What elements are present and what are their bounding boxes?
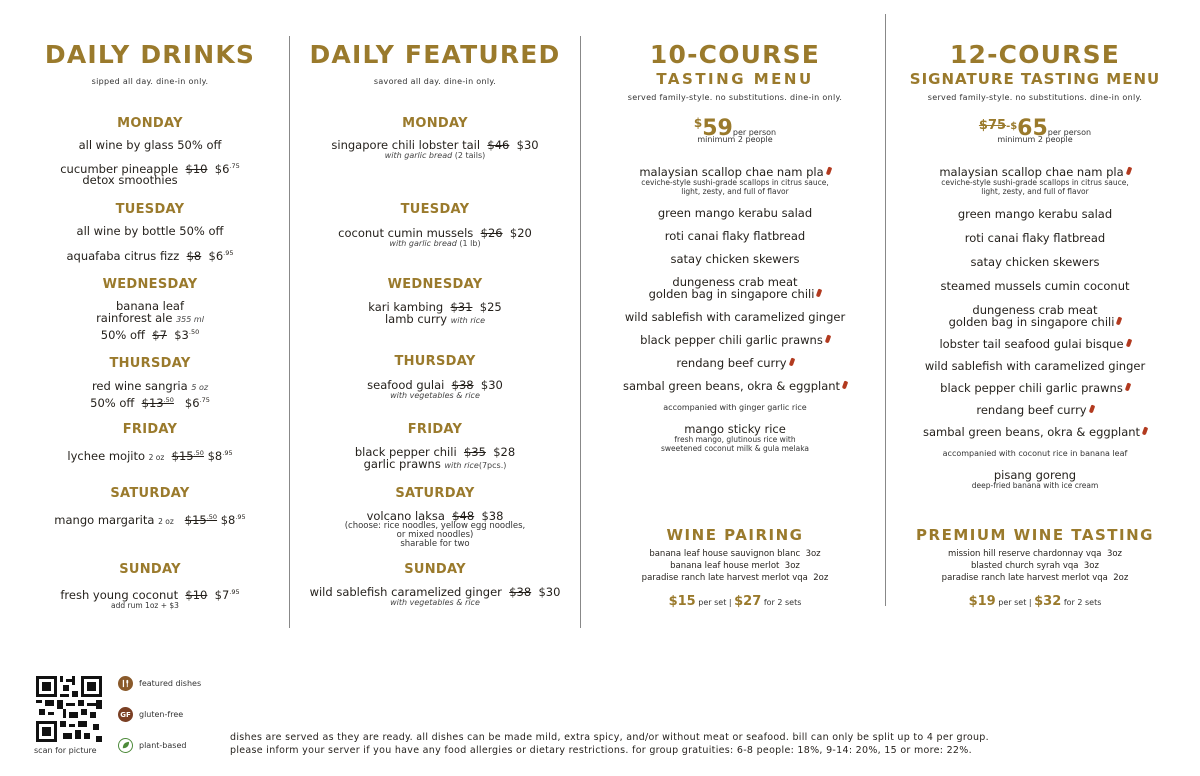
- qr-code[interactable]: [36, 676, 102, 742]
- footer-line: please inform your server if you have any food allergies or dietary restrictions. for group gratuities: 6-8 people: 18%, 9-14: 20%, 15 or more: 22%.: [230, 745, 972, 756]
- course-desc: light, zesty, and full of flavor: [681, 187, 789, 196]
- day-heading: SUNDAY: [404, 562, 466, 577]
- day-heading: THURSDAY: [109, 356, 191, 371]
- wine-price: $19 per set | $32 for 2 sets: [968, 594, 1102, 609]
- course-desc: light, zesty, and full of flavor: [981, 187, 1089, 196]
- chili-icon: [1125, 167, 1131, 176]
- ten-course-subtitle: TASTING MENU: [656, 70, 814, 88]
- menu-note: (choose: rice noodles, yellow egg noodles,: [344, 521, 526, 531]
- legend-plant-based: plant-based: [118, 738, 186, 753]
- course-item: satay chicken skewers: [670, 252, 800, 266]
- drinks-monday: [0, 116, 300, 186]
- chili-icon: [788, 358, 794, 367]
- drinks-subtitle: sipped all day. dine-in only.: [91, 77, 209, 86]
- twelve-course-subtitle: SIGNATURE TASTING MENU: [909, 70, 1161, 88]
- add-on: add rum 1oz + $3: [111, 601, 179, 610]
- chili-icon: [1125, 339, 1131, 348]
- menu-item: all wine by bottle 50% off: [76, 224, 224, 238]
- qr-label: scan for picture: [34, 746, 97, 755]
- menu-item: coconut cumin mussels $26 $20: [338, 226, 532, 240]
- course-item: dungeness crab meat: [672, 275, 798, 289]
- chili-icon: [816, 289, 822, 298]
- menu-item: wild sablefish caramelized ginger $38 $30: [309, 585, 561, 599]
- menu-item: lychee mojito 2 oz $\$15^{.50}$ $\$8^{.95}$: [67, 449, 233, 463]
- menu-note: or mixed noodles): [396, 530, 474, 540]
- course-item: mango sticky rice: [684, 422, 786, 436]
- course-desc: ceviche-style sushi-grade scallops in citrus sauce,: [641, 178, 829, 187]
- day-heading: FRIDAY: [122, 422, 178, 437]
- course-item: malaysian scallop chae nam pla: [585, 166, 885, 178]
- drinks-friday: [0, 422, 300, 462]
- featured-wednesday: [290, 277, 580, 327]
- menu-item: kari kambing $31 $25: [368, 300, 502, 314]
- ten-course-note: served family-style. no substitutions. dine-in only.: [627, 93, 843, 102]
- featured-subtitle: savored all day. dine-in only.: [373, 77, 497, 86]
- ten-price: $59per person minimum 2 people: [693, 116, 777, 144]
- day-heading: THURSDAY: [394, 354, 476, 369]
- course-desc: sweetened coconut milk & gula melaka: [660, 444, 809, 453]
- chili-icon: [842, 381, 848, 390]
- chili-icon: [825, 335, 831, 344]
- day-heading: TUESDAY: [115, 202, 185, 217]
- leaf-icon: [118, 738, 133, 753]
- twelve-course-items: [885, 166, 1185, 490]
- chili-icon: [1142, 427, 1148, 436]
- drinks-title: DAILY DRINKS: [44, 40, 256, 69]
- menu-item: red wine sangria 5 oz: [91, 379, 209, 393]
- drinks-thursday: [0, 356, 300, 409]
- gluten-free-icon: GF: [118, 707, 133, 722]
- course-desc: fresh mango, glutinous rice with: [674, 435, 796, 444]
- menu-note: with vegetables & rice: [390, 391, 480, 400]
- course-item: green mango kerabu salad: [957, 207, 1113, 221]
- menu-note: sharable for two: [400, 539, 470, 549]
- menu-item: volcano laksa $48 $38: [366, 509, 504, 523]
- course-item: black pepper chili garlic prawns: [585, 334, 885, 346]
- course-item: sambal green beans, okra & eggplant: [585, 380, 885, 392]
- drinks-wednesday: [0, 277, 300, 341]
- drinks-tuesday: [0, 202, 300, 262]
- day-heading: SUNDAY: [119, 562, 181, 577]
- wine-item: banana leaf house merlot 3oz: [670, 561, 800, 571]
- menu-note: with garlic bread (2 tails): [384, 151, 486, 160]
- menu-note: with garlic bread (1 lb): [389, 239, 481, 248]
- course-item: wild sablefish with caramelized ginger: [924, 359, 1146, 373]
- menu-item: cucumber pineapple $10 $\$6^{.75}$: [60, 162, 240, 176]
- twelve-price: $^{\$75-\$}$65per person minimum 2 people: [978, 116, 1092, 144]
- footer-line: dishes are served as they are ready. all dishes can be made mild, extra spicy, and/or without meat or seafood. bill can only be split up to 4 per group.: [230, 732, 989, 743]
- wine-price: $15 per set | $27 for 2 sets: [668, 594, 802, 609]
- legend-featured: featured dishes: [118, 676, 201, 691]
- menu-item: all wine by glass 50% off: [78, 138, 222, 152]
- featured-monday: [290, 116, 580, 160]
- featured-friday: [290, 422, 580, 472]
- legend-gluten-free: GF gluten-free: [118, 707, 183, 722]
- course-item: golden bag in singapore chili: [885, 316, 1185, 328]
- course-item: pisang goreng: [993, 468, 1077, 482]
- menu-item: garlic prawns with rice(7pcs.): [363, 457, 507, 471]
- wine-title: WINE PAIRING: [666, 526, 804, 544]
- menu-item: mango margarita 2 oz $\$15^{.50}$ $\$8^{.95}$: [54, 513, 246, 527]
- day-heading: SATURDAY: [110, 486, 190, 501]
- chili-icon: [1088, 405, 1094, 414]
- day-heading: TUESDAY: [400, 202, 470, 217]
- course-item: rendang beef curry: [885, 404, 1185, 416]
- course-item: dungeness crab meat: [972, 303, 1098, 317]
- utensils-icon: [118, 676, 133, 691]
- wine-pairing: [585, 526, 885, 609]
- footer-notes: [230, 731, 1180, 757]
- menu-item: banana leaf: [115, 299, 185, 313]
- course-item: roti canai flaky flatbread: [964, 231, 1106, 245]
- course-desc: deep-fried banana with ice cream: [971, 481, 1099, 490]
- menu-note: with vegetables & rice: [390, 598, 480, 607]
- featured-saturday: [290, 486, 580, 549]
- wine-item: blasted church syrah vqa 3oz: [971, 561, 1099, 571]
- twelve-course-note: served family-style. no substitutions. dine-in only.: [927, 93, 1143, 102]
- menu-item: fresh young coconut $10 $\$7^{.95}$: [60, 588, 240, 602]
- course-item: golden bag in singapore chili: [585, 288, 885, 300]
- ten-course-title: 10-COURSE: [649, 40, 821, 69]
- course-item: black pepper chili garlic prawns: [885, 382, 1185, 394]
- menu-item: lamb curry with rice: [384, 312, 486, 326]
- course-item: sambal green beans, okra & eggplant: [885, 426, 1185, 438]
- menu-item: detox smoothies: [82, 173, 178, 187]
- wine-title: PREMIUM WINE TASTING: [916, 526, 1154, 544]
- chili-icon: [825, 167, 831, 176]
- course-desc: ceviche-style sushi-grade scallops in citrus sauce,: [941, 178, 1129, 187]
- course-item: rendang beef curry: [585, 357, 885, 369]
- course-item: malaysian scallop chae nam pla: [885, 166, 1185, 178]
- divider: [580, 36, 581, 628]
- featured-title: DAILY FEATURED: [309, 40, 561, 69]
- menu-item: singapore chili lobster tail $46 $30: [331, 138, 539, 152]
- day-heading: FRIDAY: [407, 422, 463, 437]
- menu-item: 50% off $\$13^{.50}$ $\$6^{.75}$: [90, 396, 210, 410]
- chili-icon: [1116, 317, 1122, 326]
- ten-course-items: [585, 166, 885, 453]
- premium-wine-tasting: [885, 526, 1185, 609]
- drinks-saturday: [0, 486, 300, 526]
- course-item: green mango kerabu salad: [657, 206, 813, 220]
- course-item: lobster tail seafood gulai bisque: [885, 338, 1185, 350]
- menu-item: rainforest ale 355 ml: [96, 311, 204, 325]
- menu-item: aquafaba citrus fizz $8 $\$6^{.95}$: [66, 249, 234, 263]
- course-note: accompanied with ginger garlic rice: [663, 403, 807, 412]
- twelve-course-title: 12-COURSE: [949, 40, 1121, 69]
- course-item: steamed mussels cumin coconut: [940, 279, 1130, 293]
- featured-thursday: [290, 354, 580, 400]
- course-note: accompanied with coconut rice in banana leaf: [942, 449, 1128, 458]
- day-heading: MONDAY: [117, 116, 183, 131]
- menu-item: black pepper chili $35 $28: [354, 445, 516, 459]
- course-item: satay chicken skewers: [970, 255, 1100, 269]
- menu-item: seafood gulai $38 $30: [367, 378, 503, 392]
- day-heading: SATURDAY: [395, 486, 475, 501]
- day-heading: WEDNESDAY: [387, 277, 483, 292]
- course-item: wild sablefish with caramelized ginger: [624, 310, 846, 324]
- featured-tuesday: [290, 202, 580, 248]
- wine-item: paradise ranch late harvest merlot vqa 2oz: [941, 573, 1129, 583]
- featured-sunday: [290, 562, 580, 607]
- wine-item: mission hill reserve chardonnay vqa 3oz: [947, 549, 1123, 559]
- course-item: roti canai flaky flatbread: [664, 229, 806, 243]
- day-heading: WEDNESDAY: [102, 277, 198, 292]
- wine-item: paradise ranch late harvest merlot vqa 2oz: [641, 573, 829, 583]
- menu-item: 50% off $7 $\$3^{.50}$: [100, 328, 200, 342]
- drinks-sunday: [0, 562, 300, 610]
- wine-item: banana leaf house sauvignon blanc 3oz: [649, 549, 821, 559]
- day-heading: MONDAY: [402, 116, 468, 131]
- chili-icon: [1125, 383, 1131, 392]
